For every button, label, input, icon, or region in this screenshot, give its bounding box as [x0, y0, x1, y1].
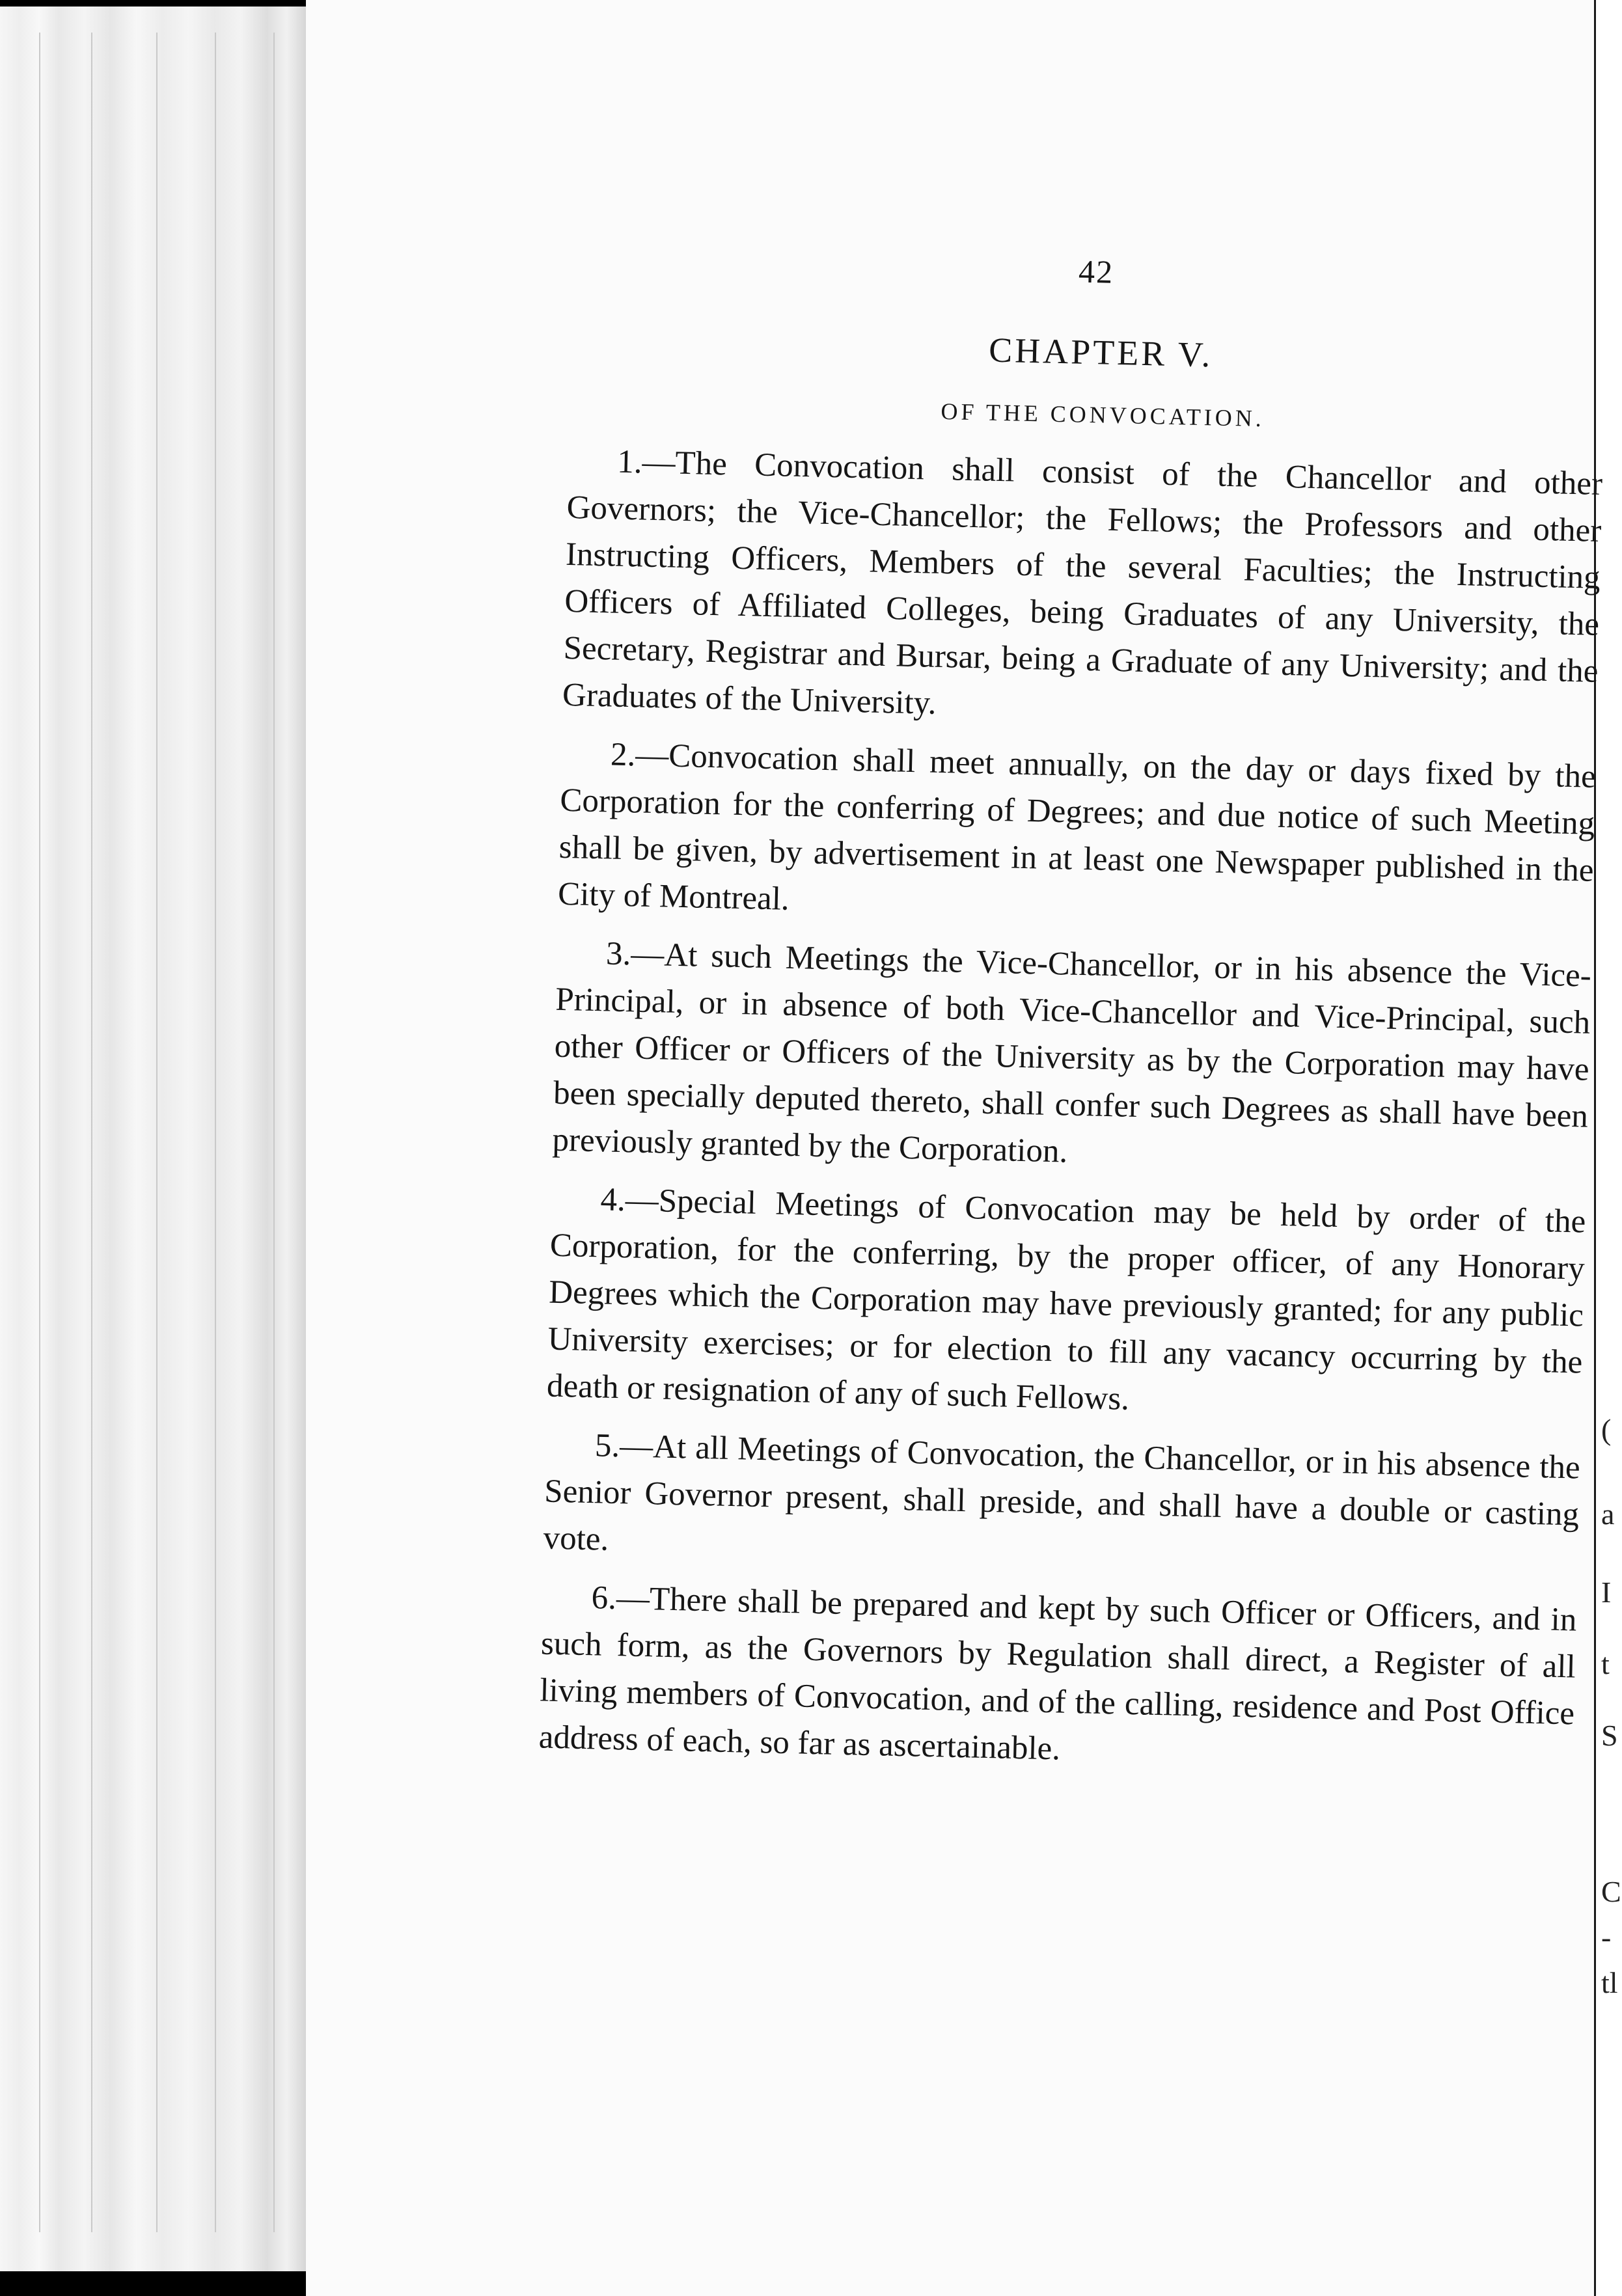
bleed-through-char: C	[1601, 1875, 1621, 1908]
section-title: OF THE CONVOCATION.	[941, 398, 1265, 432]
page-edge-line	[273, 33, 275, 2232]
paragraph-4: 4.—Special Meetings of Convocation may be held by order of the Corporation, for the conferring, by the proper officer, of any Honorary Degrees which the Corporation may have previously granted; for any public University exercises; or for election to fill any vacancy occurring by the death or resignation of any of such Fellows.	[546, 1181, 1586, 1417]
paragraph-3: 3.—At such Meetings the Vice-Chancellor, or in his absence the Vice-Principal, or in absence of both Vice-Chancellor and Vice-Principal, such other Officer or Officers of the University as by the Corporation may have been specially deputed thereto, shall confer such Degrees as shall have been previously granted by the Corporation.	[552, 935, 1592, 1170]
bleed-through-char: tl	[1601, 1966, 1618, 1999]
page-text-block	[538, 241, 1608, 1796]
bleed-through-char: -	[1601, 1920, 1612, 1954]
chapter-title: CHAPTER V.	[988, 330, 1214, 375]
bleed-through-char: t	[1601, 1647, 1610, 1680]
paragraph-2: 2.—Convocation shall meet annually, on the day or days fixed by the Corporation for the conferring of Degrees; and due notice of such Meeting shall be given, by advertisement in at least one Newspaper published in the City of Montreal.	[557, 736, 1597, 918]
bleed-through-char: S	[1601, 1719, 1618, 1752]
paragraph-1: 1.—The Convocation shall consist of the Chancellor and other Governors; the Vice-Chancellor; the Fellows; the Professors and other Instructing Officers, Members of the several Faculties; the Instructing Officers of Affiliated Colleges, being Graduates of any University, the Secretary, Registrar and Bursar, being a Graduate of any University; and the Graduates of the University.	[562, 443, 1603, 722]
stacked-page-edges	[0, 7, 307, 2271]
bleed-through-char: a	[1601, 1497, 1615, 1531]
page-edge-line	[39, 33, 40, 2232]
bleed-through-char: (	[1601, 1413, 1612, 1446]
page-edge-line	[91, 33, 92, 2232]
paragraph-5: 5.—At all Meetings of Convocation, the Chancellor, or in his absence the Senior Governor present, shall preside, and shall have a double or casting vote.	[543, 1427, 1581, 1558]
page-edge-line	[156, 33, 158, 2232]
page-number: 42	[1078, 253, 1114, 290]
page-edge-line	[215, 33, 216, 2232]
bleed-through-char: I	[1601, 1576, 1612, 1609]
paragraph-6: 6.—There shall be prepared and kept by such Officer or Officers, and in such form, as the Governors by Regulation shall direct, a Register of all living members of Convocation, and of the calling, residence and Post Office address of each, so far as ascertainable.	[538, 1579, 1577, 1768]
